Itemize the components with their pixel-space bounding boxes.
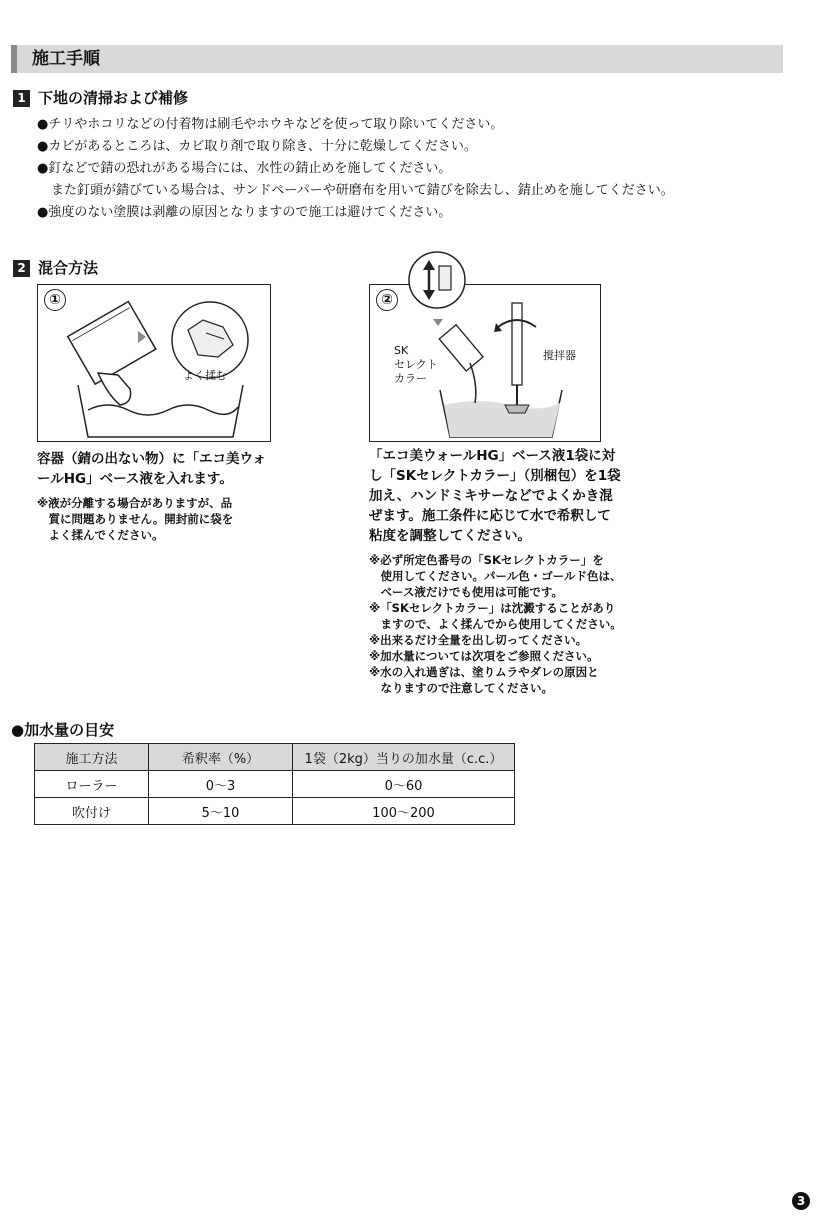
page-title: 施工手順 [32, 49, 100, 69]
description-line: ぜます。施工条件に応じて水で希釈して [369, 508, 611, 524]
table-cell: 100～200 [293, 798, 515, 825]
note-line: ますので、よく揉んでから使用してください。 [369, 617, 622, 631]
mixing-bag-illustration [38, 285, 269, 440]
sk-label-2: セレクト [394, 358, 438, 371]
table-cell: 5～10 [149, 798, 293, 825]
table-row [35, 798, 515, 825]
section-2-number: 2 [13, 260, 30, 277]
note-line: ※水の入れ過ぎは、塗りムラやダレの原因と [369, 665, 599, 679]
sk-label-1: SK [394, 344, 409, 357]
description-1 [37, 449, 277, 543]
page-number: 3 [792, 1192, 810, 1210]
section-1-bullet: ●強度のない塗膜は剥離の原因となりますので施工は避けてください。 [37, 205, 452, 220]
description-line: 粘度を調整してください。 [369, 528, 531, 544]
water-heading: ●加水量の目安 [11, 721, 115, 739]
knead-label: よく揉む [183, 369, 227, 382]
table-header: 1袋（2kg）当りの加水量（c.c.） [293, 744, 515, 771]
table-cell: 0～3 [149, 771, 293, 798]
description-line: 加え、ハンドミキサーなどでよくかき混 [369, 488, 613, 504]
shake-bag-icon [407, 250, 467, 310]
note-line: 使用してください。パール色・ゴールド色は、 [369, 569, 622, 583]
table-row [35, 771, 515, 798]
description-line: 容器（錆の出ない物）に「エコ美ウォ [37, 451, 266, 467]
note-line: ※「SKセレクトカラー」は沈澱することがあり [369, 601, 616, 615]
figure-2-marker: ② [376, 289, 398, 311]
note-line: よく揉んでください。 [37, 528, 164, 542]
section-1-bullet: ●カビがあるところは、カビ取り剤で取り除き、十分に乾燥してください。 [37, 139, 477, 154]
title-bar [11, 45, 783, 73]
section-1-title: 下地の清掃および補修 [38, 89, 189, 107]
note-line: ベース液だけでも使用は可能です。 [369, 585, 564, 599]
description-line: し「SKセレクトカラー」（別梱包）を1袋 [369, 468, 621, 484]
note-line: ※必ず所定色番号の「SKセレクトカラー」を [369, 553, 604, 567]
description-line: ールHG」ベース液を入れます。 [37, 471, 233, 487]
note-line: 質に問題ありません。開封前に袋を [37, 512, 234, 526]
water-table [34, 743, 515, 825]
table-header: 希釈率（%） [149, 744, 293, 771]
section-1-bullet: ●チリやホコリなどの付着物は刷毛やホウキなどを使って取り除いてください。 [37, 117, 504, 132]
description-2 [369, 446, 639, 696]
figure-1-marker: ① [44, 289, 66, 311]
sk-label-3: カラー [394, 372, 427, 385]
table-cell: 吹付け [35, 798, 149, 825]
table-cell: 0～60 [293, 771, 515, 798]
note-line: なりますので注意してください。 [369, 681, 553, 695]
figure-1 [37, 284, 271, 442]
table-header-row [35, 744, 515, 771]
note-line: ※液が分離する場合がありますが、品 [37, 496, 233, 510]
section-2-title: 混合方法 [38, 259, 99, 277]
table-cell: ローラー [35, 771, 149, 798]
description-line: 「エコ美ウォールHG」ベース液1袋に対 [369, 448, 616, 464]
note-line: ※加水量については次項をご参照ください。 [369, 649, 599, 663]
section-1-bullet: ●釘などで錆の恐れがある場合には、水性の錆止めを施してください。 [37, 161, 452, 176]
note-line: ※出来るだけ全量を出し切ってください。 [369, 633, 588, 647]
section-1-number: 1 [13, 90, 30, 107]
mixer-label: 撹拌器 [543, 349, 576, 362]
section-1-bullet: また釘頭が錆びている場合は、サンドペーパーや研磨布を用いて錆びを除去し、錆止めを施してください。 [51, 183, 674, 198]
table-header: 施工方法 [35, 744, 149, 771]
